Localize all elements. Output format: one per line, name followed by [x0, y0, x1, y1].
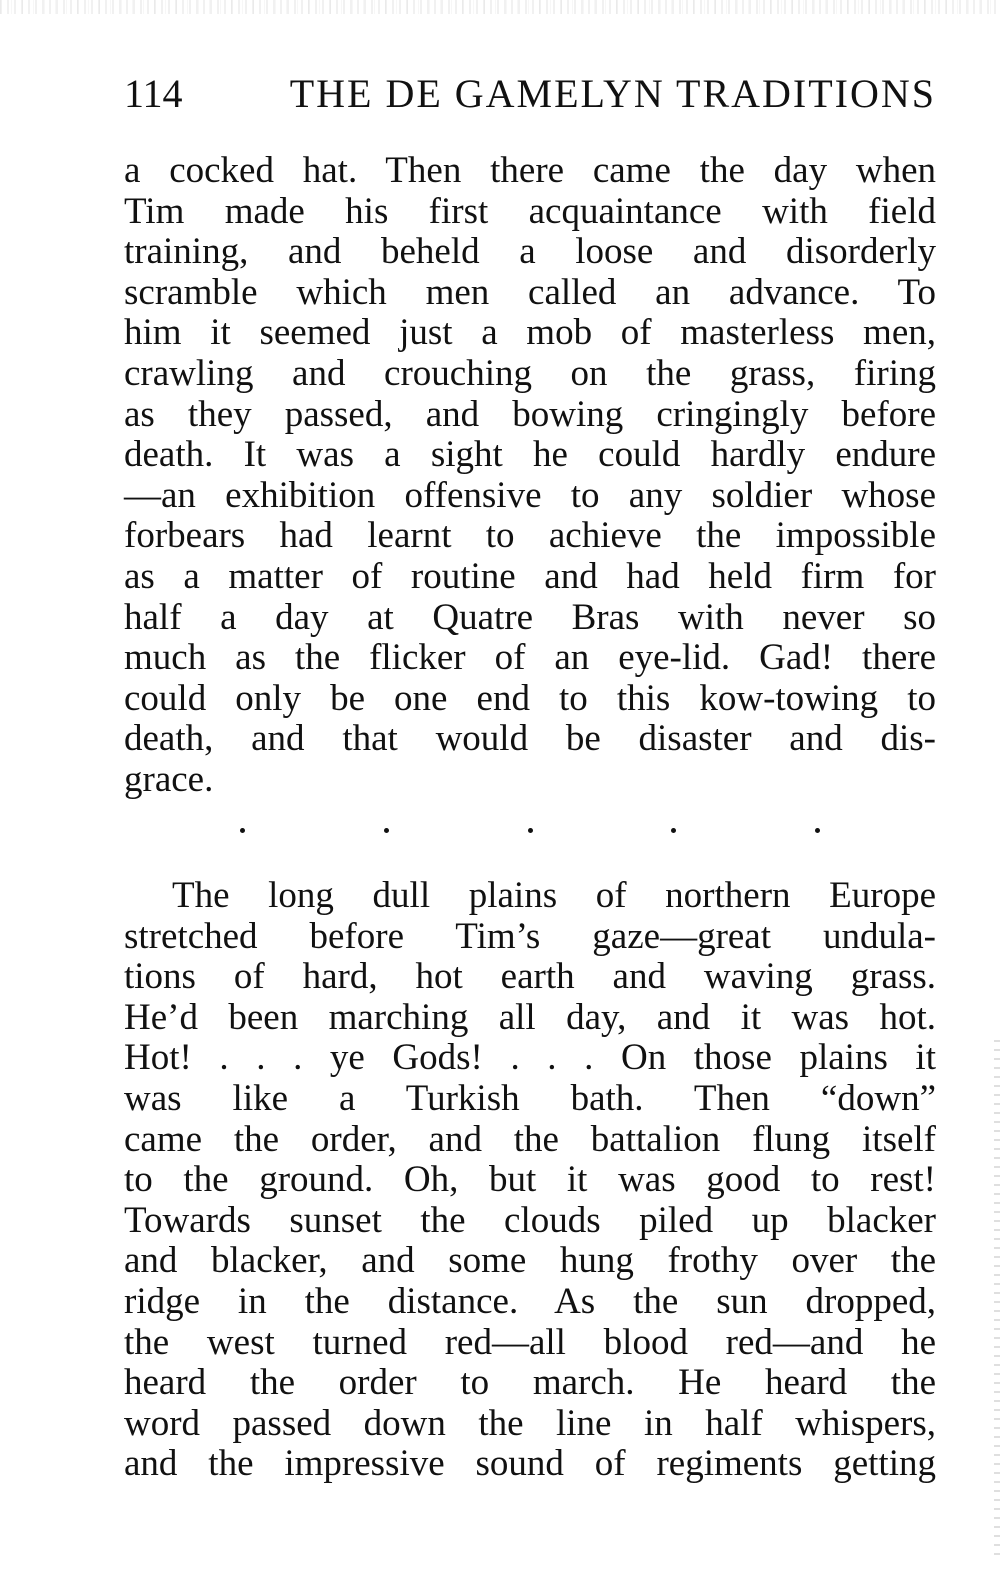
text-line: as they passed, and bowing cringingly before — [124, 393, 936, 435]
scan-edge-noise — [0, 0, 1000, 14]
text-line: stretched before Tim’s gaze—great undula- — [124, 915, 936, 957]
text-line: Tim made his first acquaintance with field — [124, 190, 936, 232]
text-line: scramble which men called an advance. To — [124, 271, 936, 313]
text-line: and blacker, and some hung frothy over the — [124, 1240, 936, 1282]
text-line: The long dull plains of northern Europe — [172, 875, 936, 916]
text-line: Towards sunset the clouds piled up blacker — [124, 1199, 936, 1241]
section-break-dot — [528, 828, 533, 833]
section-break-dot — [671, 828, 676, 833]
text-line: —an exhibition offensive to any soldier whose — [124, 474, 936, 516]
section-break — [240, 818, 820, 842]
text-line: to the ground. Oh, but it was good to rest! — [124, 1159, 936, 1201]
text-line: death, and that would be disaster and dis- — [124, 718, 936, 760]
running-title: THE DE GAMELYN TRADITIONS — [289, 71, 936, 116]
page-number: 114 — [124, 71, 183, 116]
section-break-dot — [815, 828, 820, 833]
text-line: crawling and crouching on the grass, firing — [124, 352, 936, 394]
text-line: Hot! . . . ye Gods! . . . On those plains it — [124, 1037, 936, 1079]
text-line: He’d been marching all day, and it was hot. — [124, 996, 936, 1038]
paragraph-1 — [124, 151, 936, 801]
text-line: him it seemed just a mob of masterless men, — [124, 312, 936, 354]
text-line: heard the order to march. He heard the — [124, 1362, 936, 1404]
text-line: as a matter of routine and had held firm for — [124, 555, 936, 597]
text-line: and the impressive sound of regiments getting — [124, 1443, 936, 1485]
text-line: a cocked hat. Then there came the day when — [124, 150, 936, 191]
section-break-dot — [240, 828, 245, 833]
scan-margin-noise — [994, 1040, 1000, 1560]
text-line: ridge in the distance. As the sun dropped, — [124, 1280, 936, 1322]
text-line: tions of hard, hot earth and waving grass. — [124, 956, 936, 998]
paragraph-2 — [124, 876, 936, 1485]
text-line: was like a Turkish bath. Then “down” — [124, 1077, 936, 1119]
text-line: could only be one end to this kow-towing to — [124, 677, 936, 719]
text-line: much as the flicker of an eye-lid. Gad! there — [124, 637, 936, 679]
text-line: half a day at Quatre Bras with never so — [124, 596, 936, 638]
section-break-dot — [384, 828, 389, 833]
text-line: death. It was a sight he could hardly endure — [124, 434, 936, 476]
text-line: word passed down the line in half whispers, — [124, 1402, 936, 1444]
text-line: training, and beheld a loose and disorderly — [124, 231, 936, 273]
text-line: forbears had learnt to achieve the impossible — [124, 515, 936, 557]
text-line: grace. — [124, 758, 214, 800]
text-line: came the order, and the battalion flung itself — [124, 1118, 936, 1160]
running-head — [124, 70, 936, 120]
text-line: the west turned red—all blood red—and he — [124, 1321, 936, 1363]
